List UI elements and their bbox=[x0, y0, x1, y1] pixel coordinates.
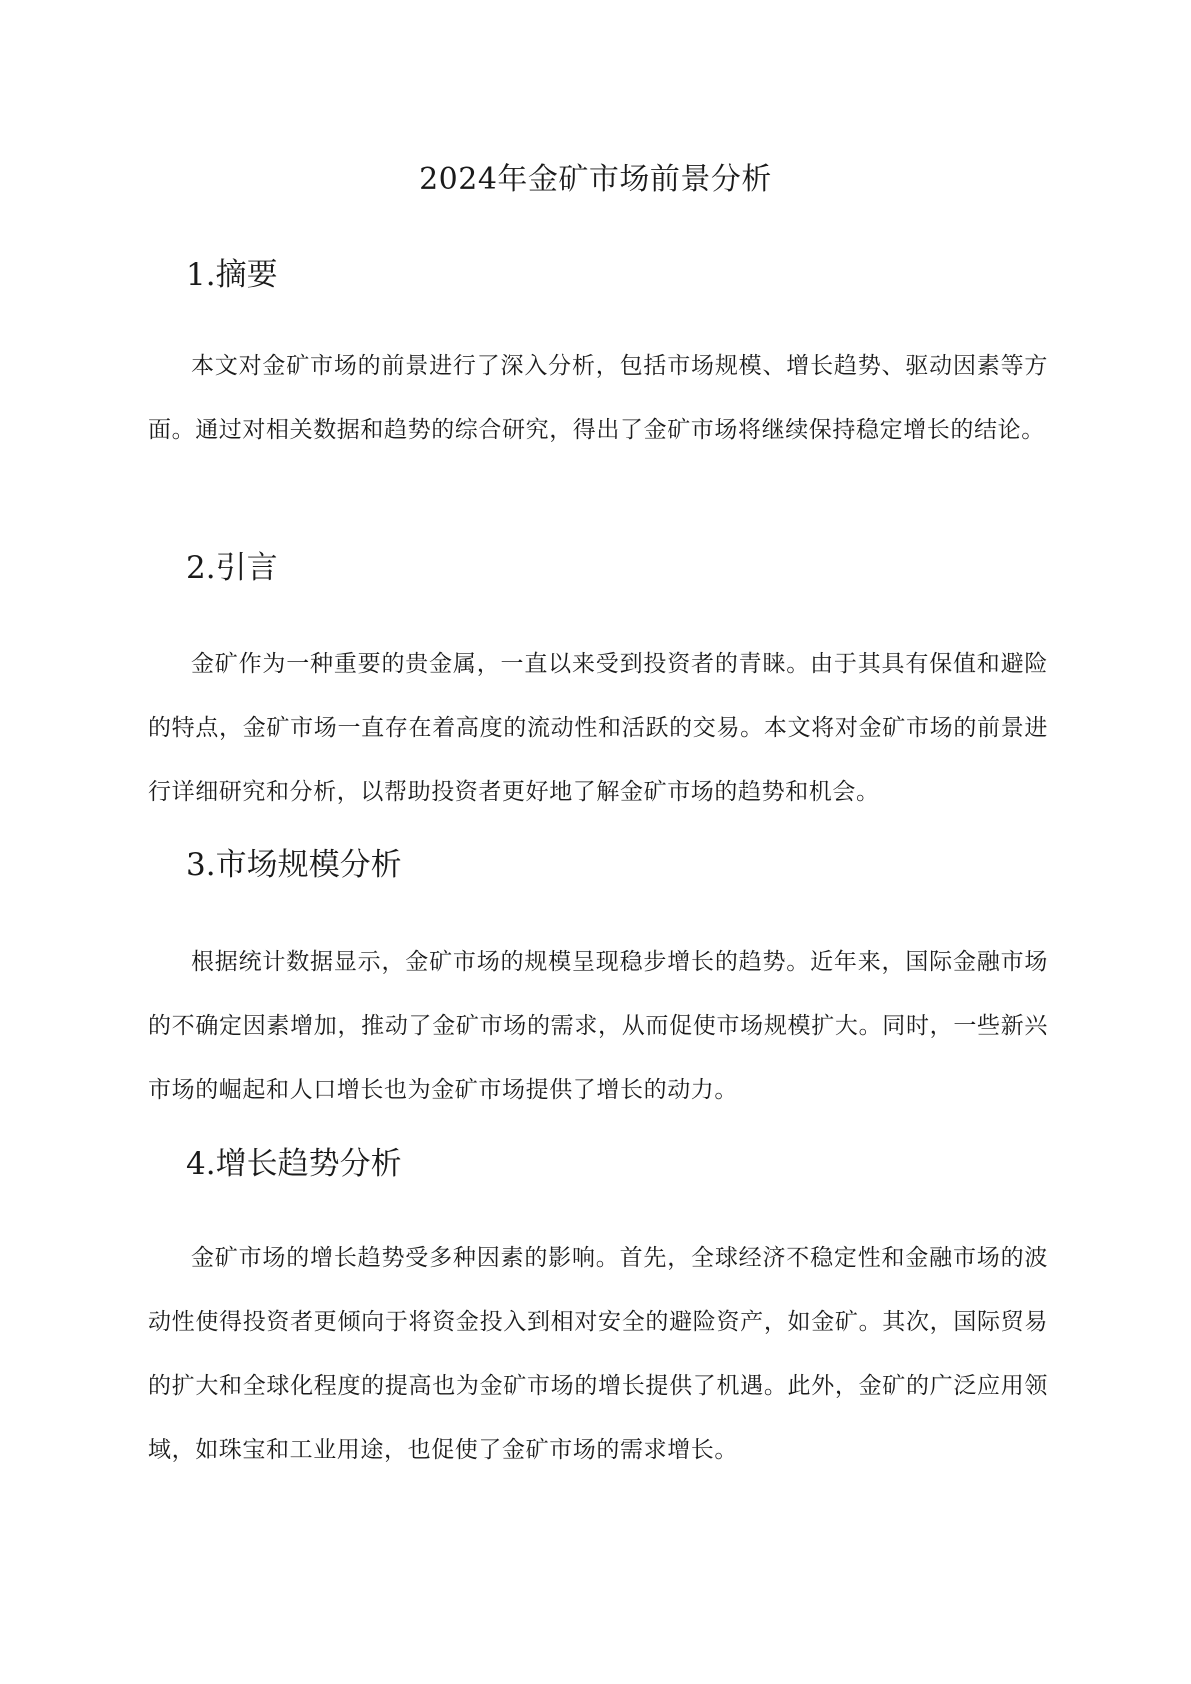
section-heading-growth-trend: 4.增长趋势分析 bbox=[186, 1146, 402, 1182]
section-heading-summary: 1.摘要 bbox=[186, 257, 278, 293]
section-heading-market-size: 3.市场规模分析 bbox=[186, 847, 402, 883]
section-paragraph-summary: 本文对金矿市场的前景进行了深入分析，包括市场规模、增长趋势、驱动因素等方面。通过对相关数据和趋势的综合研究，得出了金矿市场将继续保持稳定增长的结论。 bbox=[148, 353, 1048, 443]
section-paragraph-market-size: 根据统计数据显示，金矿市场的规模呈现稳步增长的趋势。近年来，国际金融市场的不确定因素增加，推动了金矿市场的需求，从而促使市场规模扩大。同时，一些新兴市场的崛起和人口增长也为金矿市场提供了增长的动力。 bbox=[148, 949, 1048, 1103]
section-paragraph-growth-trend: 金矿市场的增长趋势受多种因素的影响。首先，全球经济不稳定性和金融市场的波动性使得投资者更倾向于将资金投入到相对安全的避险资产，如金矿。其次，国际贸易的扩大和全球化程度的提高也为金矿市场的增长提供了机遇。此外，金矿的广泛应用领域，如珠宝和工业用途，也促使了金矿市场的需求增长。 bbox=[148, 1245, 1048, 1463]
section-paragraph-introduction: 金矿作为一种重要的贵金属，一直以来受到投资者的青睐。由于其具有保值和避险的特点，金矿市场一直存在着高度的流动性和活跃的交易。本文将对金矿市场的前景进行详细研究和分析，以帮助投资者更好地了解金矿市场的趋势和机会。 bbox=[148, 651, 1048, 805]
document-title: 2024年金矿市场前景分析 bbox=[419, 162, 772, 197]
section-heading-introduction: 2.引言 bbox=[186, 550, 278, 586]
